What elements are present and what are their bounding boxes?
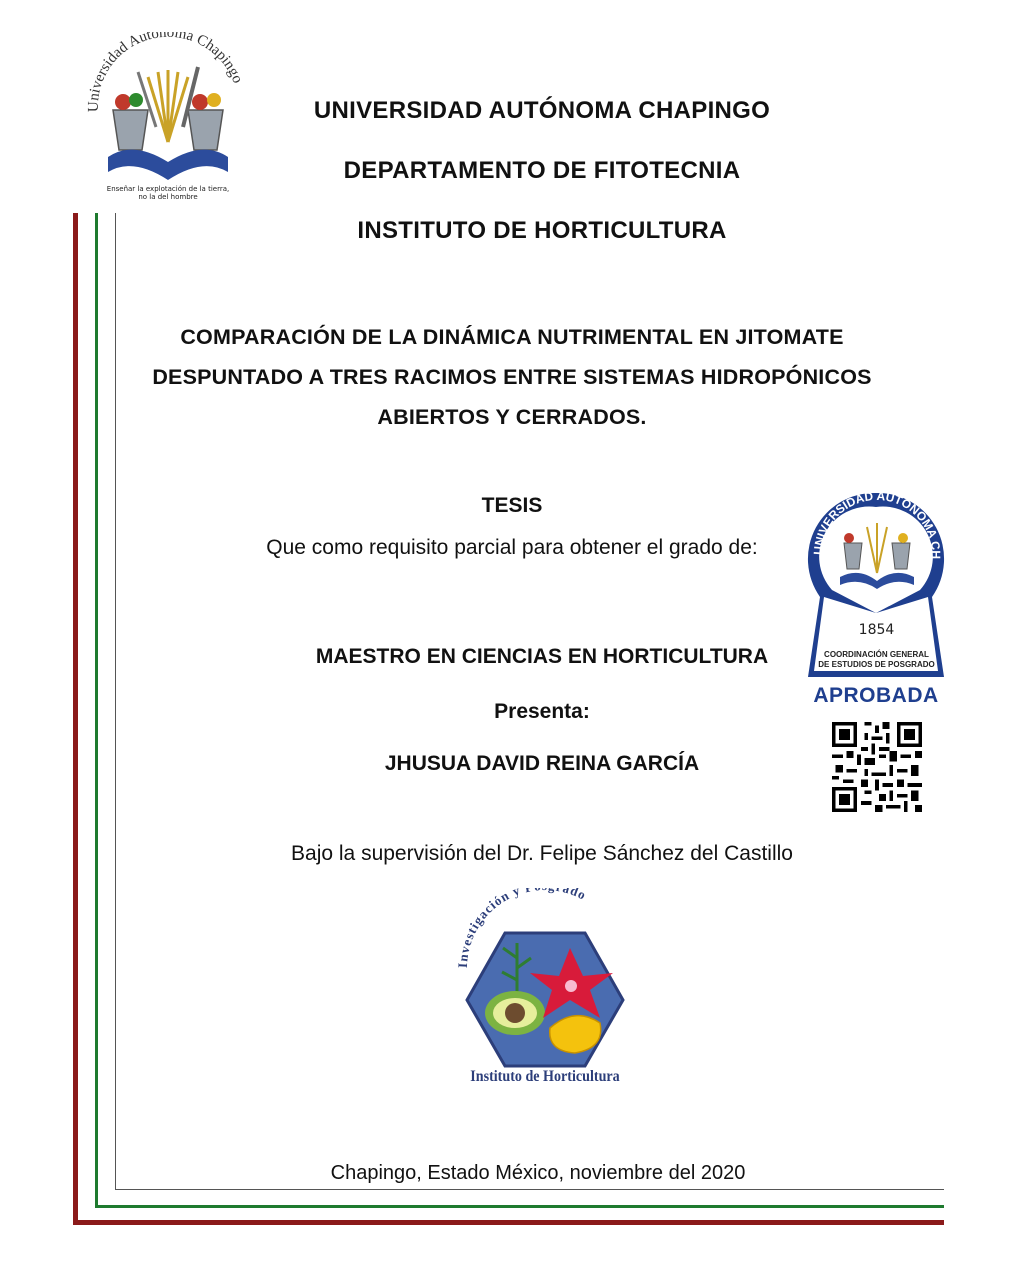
thesis-title-line2: DESPUNTADO A TRES RACIMOS ENTRE SISTEMAS HIDROPÓNICOS xyxy=(152,365,872,389)
presents-label: Presenta: xyxy=(494,700,590,723)
document-type: TESIS xyxy=(481,494,543,517)
approval-status: APROBADA xyxy=(813,684,939,707)
institute-logo-caption: Instituto de Horticultura xyxy=(470,1068,620,1085)
institute-logo xyxy=(455,888,635,1098)
logo-arc-text: Universidad Autónoma Chapingo xyxy=(85,32,246,113)
border-gray-horizontal xyxy=(115,1189,944,1190)
institute-name: INSTITUTO DE HORTICULTURA xyxy=(357,217,727,244)
seal-year: 1854 xyxy=(858,622,895,638)
logo-motto-line1: Enseñar la explotación de la tierra, xyxy=(106,185,230,193)
border-green-horizontal xyxy=(95,1205,944,1208)
author-name: JHUSUA DAVID REINA GARCÍA xyxy=(384,752,700,775)
approval-seal xyxy=(804,485,949,685)
seal-arc-text: UNIVERSIDAD AUTÓNOMA CH xyxy=(810,488,944,560)
qr-code xyxy=(832,722,922,812)
seal-line1: COORDINACIÓN GENERAL xyxy=(824,650,929,659)
seal-line2: DE ESTUDIOS DE POSGRADO xyxy=(818,660,935,669)
place-date: Chapingo, Estado México, noviembre del 2020 xyxy=(330,1162,746,1184)
department-name: DEPARTAMENTO DE FITOTECNIA xyxy=(343,157,741,184)
institute-logo-arc-text: Investigación y ado xyxy=(455,888,590,969)
logo-motto-line2: no la del hombre xyxy=(138,193,198,201)
thesis-title-line1: COMPARACIÓN DE LA DINÁMICA NUTRIMENTAL EN JITOMATE xyxy=(180,325,844,349)
university-name: UNIVERSIDAD AUTÓNOMA CHAPINGO xyxy=(313,97,771,124)
supervision-text: Bajo la supervisión del Dr. Felipe Sánchez del Castillo xyxy=(291,842,793,865)
border-red-horizontal xyxy=(73,1220,944,1225)
degree-name: MAESTRO EN CIENCIAS EN HORTICULTURA xyxy=(315,645,769,668)
thesis-title-line3: ABIERTOS Y CERRADOS. xyxy=(377,405,647,429)
requirement-text: Que como requisito parcial para obtener el grado de: xyxy=(266,536,758,559)
